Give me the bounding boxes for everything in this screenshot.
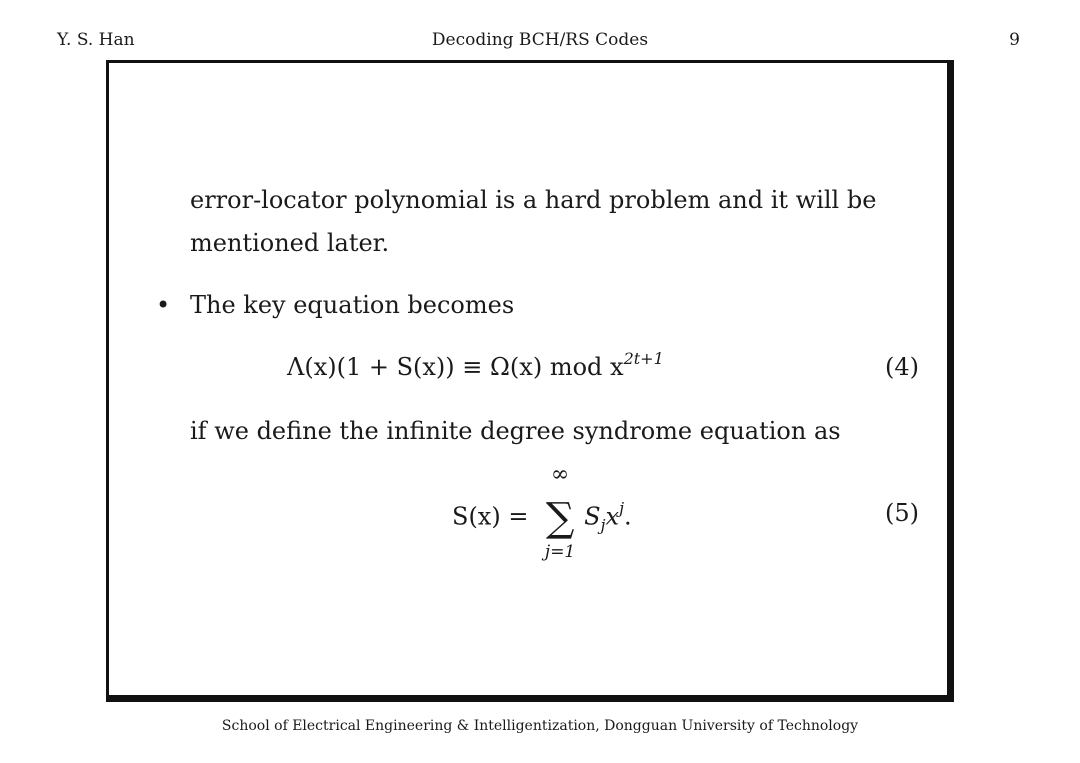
sigma-icon: ∑ — [545, 495, 575, 541]
equation-4 — [287, 349, 664, 382]
equation-4-lhs: Λ(x)(1 + S(x)) ≡ Ω(x) mod x — [287, 353, 624, 381]
summation — [538, 462, 582, 562]
equation-5-tail: . — [624, 502, 632, 531]
term-superscript: j — [619, 498, 625, 518]
equation-5-number: (5) — [885, 499, 919, 527]
paragraph-line-2: mentioned later. — [190, 229, 390, 257]
header-author: Y. S. Han — [57, 30, 135, 50]
term-base: S — [584, 502, 601, 531]
paragraph-line-1: error-locator polynomial is a hard problem and it will be — [190, 186, 877, 214]
page-number: 9 — [1009, 30, 1020, 50]
term-variable: x — [605, 502, 620, 531]
paragraph-syndrome: if we define the infinite degree syndrome equation as — [190, 417, 841, 445]
term-subscript: j — [600, 515, 606, 535]
equation-4-exponent: 2t+1 — [623, 349, 664, 368]
footer-affiliation: School of Electrical Engineering & Intelligentization, Dongguan University of Technology — [221, 718, 859, 734]
header-title: Decoding BCH/RS Codes — [431, 30, 649, 50]
equation-5 — [452, 462, 632, 562]
sum-upper-limit: ∞ — [550, 462, 570, 487]
sum-lower-limit: j=1 — [544, 542, 576, 562]
equation-5-lhs: S(x) = — [452, 502, 529, 531]
bullet-text: The key equation becomes — [190, 291, 515, 319]
bullet-marker: • — [156, 291, 171, 319]
equation-4-number: (4) — [885, 353, 919, 381]
